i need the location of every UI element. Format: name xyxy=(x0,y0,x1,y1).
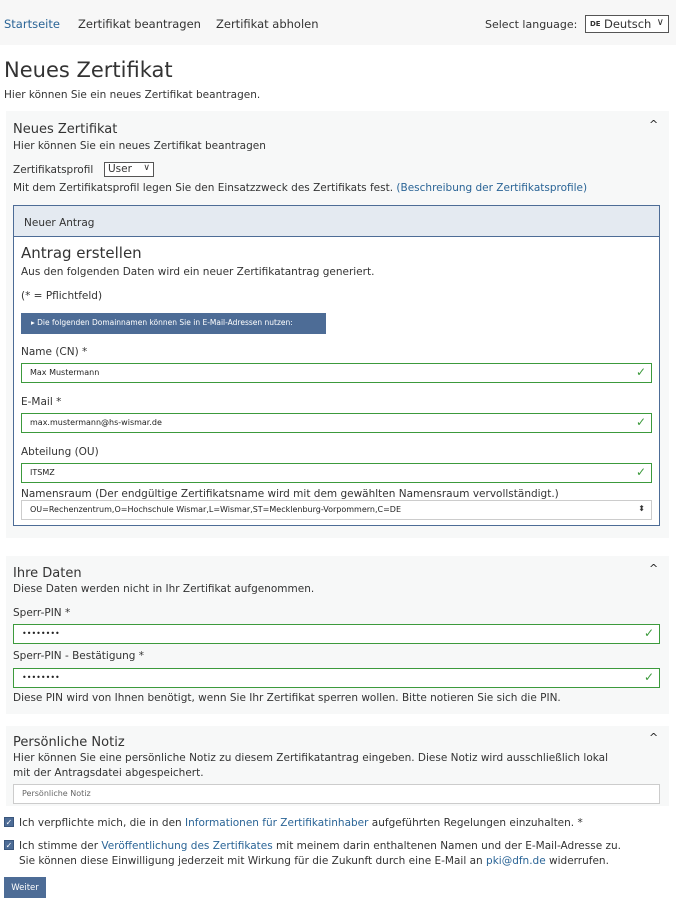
consent-rules-pre: Ich verpflichte mich, die in den xyxy=(19,817,186,829)
certificate-panel-title: Neues Zertifikat xyxy=(13,122,118,137)
domain-names-toggle-button[interactable] xyxy=(21,313,326,334)
request-box-header-label: Neuer Antrag xyxy=(24,217,95,229)
ou-label: Abteilung (OU) xyxy=(21,446,99,458)
namespace-value: OU=Rechenzentrum,O=Hochschule Wismar,L=Wismar,ST=Mecklenburg-Vorpommern,C=DE xyxy=(30,505,402,514)
namespace-label: Namensraum (Der endgültige Zertifikatsname wird mit dem gewählten Namensraum vervollständigt.) xyxy=(21,488,559,500)
consent-publish-pre: Ich stimme der xyxy=(19,840,102,852)
request-title: Antrag erstellen xyxy=(21,244,142,262)
name-field[interactable] xyxy=(21,363,652,383)
pin-confirm-value: •••••••• xyxy=(22,673,60,682)
language-select[interactable] xyxy=(585,15,669,33)
name-value: Max Mustermann xyxy=(30,368,100,377)
consent-publish-line2 xyxy=(19,855,609,867)
consent-publish-line2-post: widerrufen. xyxy=(545,855,609,867)
required-note: (* = Pflichtfeld) xyxy=(21,290,103,302)
pin-label: Sperr-PIN * xyxy=(13,607,71,619)
profile-note xyxy=(13,182,587,194)
pin-note: Diese PIN wird von Ihnen benötigt, wenn Sie Ihr Zertifikat sperren wollen. Bitte notieren Sie sich die PIN. xyxy=(13,692,561,704)
check-icon: ✓ xyxy=(635,415,646,429)
language-value: Deutsch xyxy=(604,17,652,31)
pin-value: •••••••• xyxy=(22,629,60,638)
page-title: Neues Zertifikat xyxy=(4,58,173,82)
domain-names-toggle-label: ▸ Die folgenden Domainnamen können Sie in E-Mail-Adressen nutzen: xyxy=(31,318,293,327)
profile-value: User xyxy=(108,163,132,175)
email-field[interactable] xyxy=(21,413,652,433)
top-navigation xyxy=(0,0,676,45)
nav-home-link[interactable]: Startseite xyxy=(4,17,60,31)
name-label: Name (CN) * xyxy=(21,346,88,358)
note-desc-line1: Hier können Sie eine persönliche Notiz zu diesem Zertifikatantrag eingeben. Diese Notiz wird ausschließlich lokal xyxy=(13,752,609,764)
consent-publish-text xyxy=(19,840,621,852)
email-value: max.mustermann@hs-wismar.de xyxy=(30,418,162,427)
namespace-select[interactable] xyxy=(21,500,652,520)
check-icon: ✓ xyxy=(5,818,13,827)
certificate-panel-subtitle: Hier können Sie ein neues Zertifikat beantragen xyxy=(13,140,266,152)
publication-link[interactable]: Veröffentlichung des Zertifikates xyxy=(101,840,273,852)
check-icon: ✓ xyxy=(635,365,646,379)
collapse-icon[interactable]: ^ xyxy=(649,731,659,744)
consent-rules-post: aufgeführten Regelungen einzuhalten. * xyxy=(368,817,583,829)
note-desc-line2: mit der Antragsdatei abgespeichert. xyxy=(13,767,204,779)
nav-request-link[interactable]: Zertifikat beantragen xyxy=(78,17,201,31)
consent-publish-post: mit meinem darin enthaltenen Namen und der E-Mail-Adresse zu. xyxy=(272,840,622,852)
your-data-subtitle: Diese Daten werden nicht in Ihr Zertifikat aufgenommen. xyxy=(13,583,315,595)
profile-select[interactable] xyxy=(104,162,154,177)
email-label: E-Mail * xyxy=(21,396,62,408)
check-icon: ✓ xyxy=(5,841,13,850)
note-title: Persönliche Notiz xyxy=(13,735,125,750)
pki-email-link[interactable]: pki@dfn.de xyxy=(486,855,546,867)
consent-publish-line2-pre: Sie können diese Einwilligung jederzeit mit Wirkung für die Zukunft durch eine E-Mail an xyxy=(19,855,487,867)
nav-fetch-link[interactable]: Zertifikat abholen xyxy=(216,17,319,31)
note-input[interactable] xyxy=(13,784,660,804)
continue-button[interactable]: Weiter xyxy=(4,877,46,898)
your-data-title: Ihre Daten xyxy=(13,566,82,581)
language-label: Select language: xyxy=(485,18,578,31)
chevron-down-icon: ∨ xyxy=(656,17,664,28)
request-description: Aus den folgenden Daten wird ein neuer Zertifikatantrag generiert. xyxy=(21,266,375,278)
chevron-down-icon: ∨ xyxy=(143,163,150,173)
note-placeholder: Persönliche Notiz xyxy=(22,789,91,798)
profile-label: Zertifikatsprofil xyxy=(13,164,94,176)
page-subtitle: Hier können Sie ein neues Zertifikat beantragen. xyxy=(4,89,261,101)
select-arrows-icon: ⬍ xyxy=(638,504,645,513)
flag-de-icon: DE xyxy=(590,20,601,28)
pin-confirm-label: Sperr-PIN - Bestätigung * xyxy=(13,650,145,662)
collapse-icon[interactable]: ^ xyxy=(649,562,659,575)
collapse-icon[interactable]: ^ xyxy=(649,118,659,131)
profile-description-link[interactable]: (Beschreibung der Zertifikatsprofile) xyxy=(396,182,588,194)
ou-field[interactable] xyxy=(21,463,652,483)
profile-note-text: Mit dem Zertifikatsprofil legen Sie den Einsatzzweck des Zertifikats fest. xyxy=(13,182,394,194)
consent-rules-checkbox[interactable] xyxy=(4,817,14,827)
pin-field[interactable] xyxy=(13,624,660,644)
consent-publish-checkbox[interactable] xyxy=(4,840,14,850)
check-icon: ✓ xyxy=(635,465,646,479)
ou-value: ITSMZ xyxy=(30,468,55,477)
holder-info-link[interactable]: Informationen für Zertifikatinhaber xyxy=(185,817,369,829)
pin-confirm-field[interactable] xyxy=(13,668,660,688)
check-icon: ✓ xyxy=(643,626,654,640)
request-box-header xyxy=(14,206,659,237)
check-icon: ✓ xyxy=(643,670,654,684)
consent-rules-text xyxy=(19,817,583,829)
